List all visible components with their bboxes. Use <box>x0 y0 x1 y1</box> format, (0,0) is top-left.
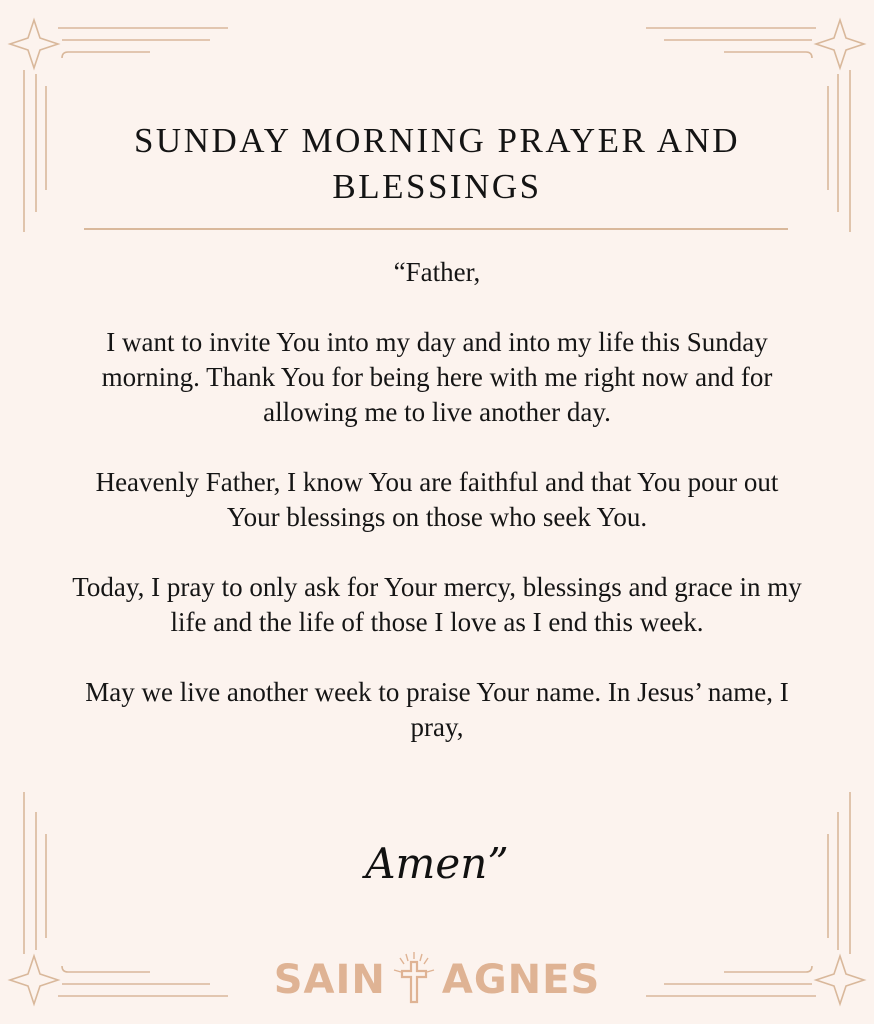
prayer-paragraph-3: Today, I pray to only ask for Your mercy, blessings and grace in my life and the life of those I love as I end this week. <box>72 572 802 637</box>
prayer-closing: Amen” <box>365 839 509 888</box>
cross-icon <box>392 950 436 1011</box>
logo-text-left: SAIN <box>273 957 386 1003</box>
logo-text-right: AGNES <box>441 957 601 1003</box>
prayer-greeting: “Father, <box>393 257 481 287</box>
prayer-paragraph-4: May we live another week to praise Your name. In Jesus’ name, I pray, <box>85 677 789 742</box>
prayer-paragraph-1: I want to invite You into my day and into my life this Sunday morning. Thank You for being here with me right now and for allowing me to live another day. <box>101 327 773 427</box>
prayer-paragraph-2: Heavenly Father, I know You are faithful and that You pour out Your blessings on those who seek You. <box>95 467 779 532</box>
title-divider <box>84 228 788 230</box>
page-title: SUNDAY MORNING PRAYER AND BLESSINGS <box>133 121 741 206</box>
brand-logo <box>0 950 874 1010</box>
prayer-body <box>70 255 804 780</box>
